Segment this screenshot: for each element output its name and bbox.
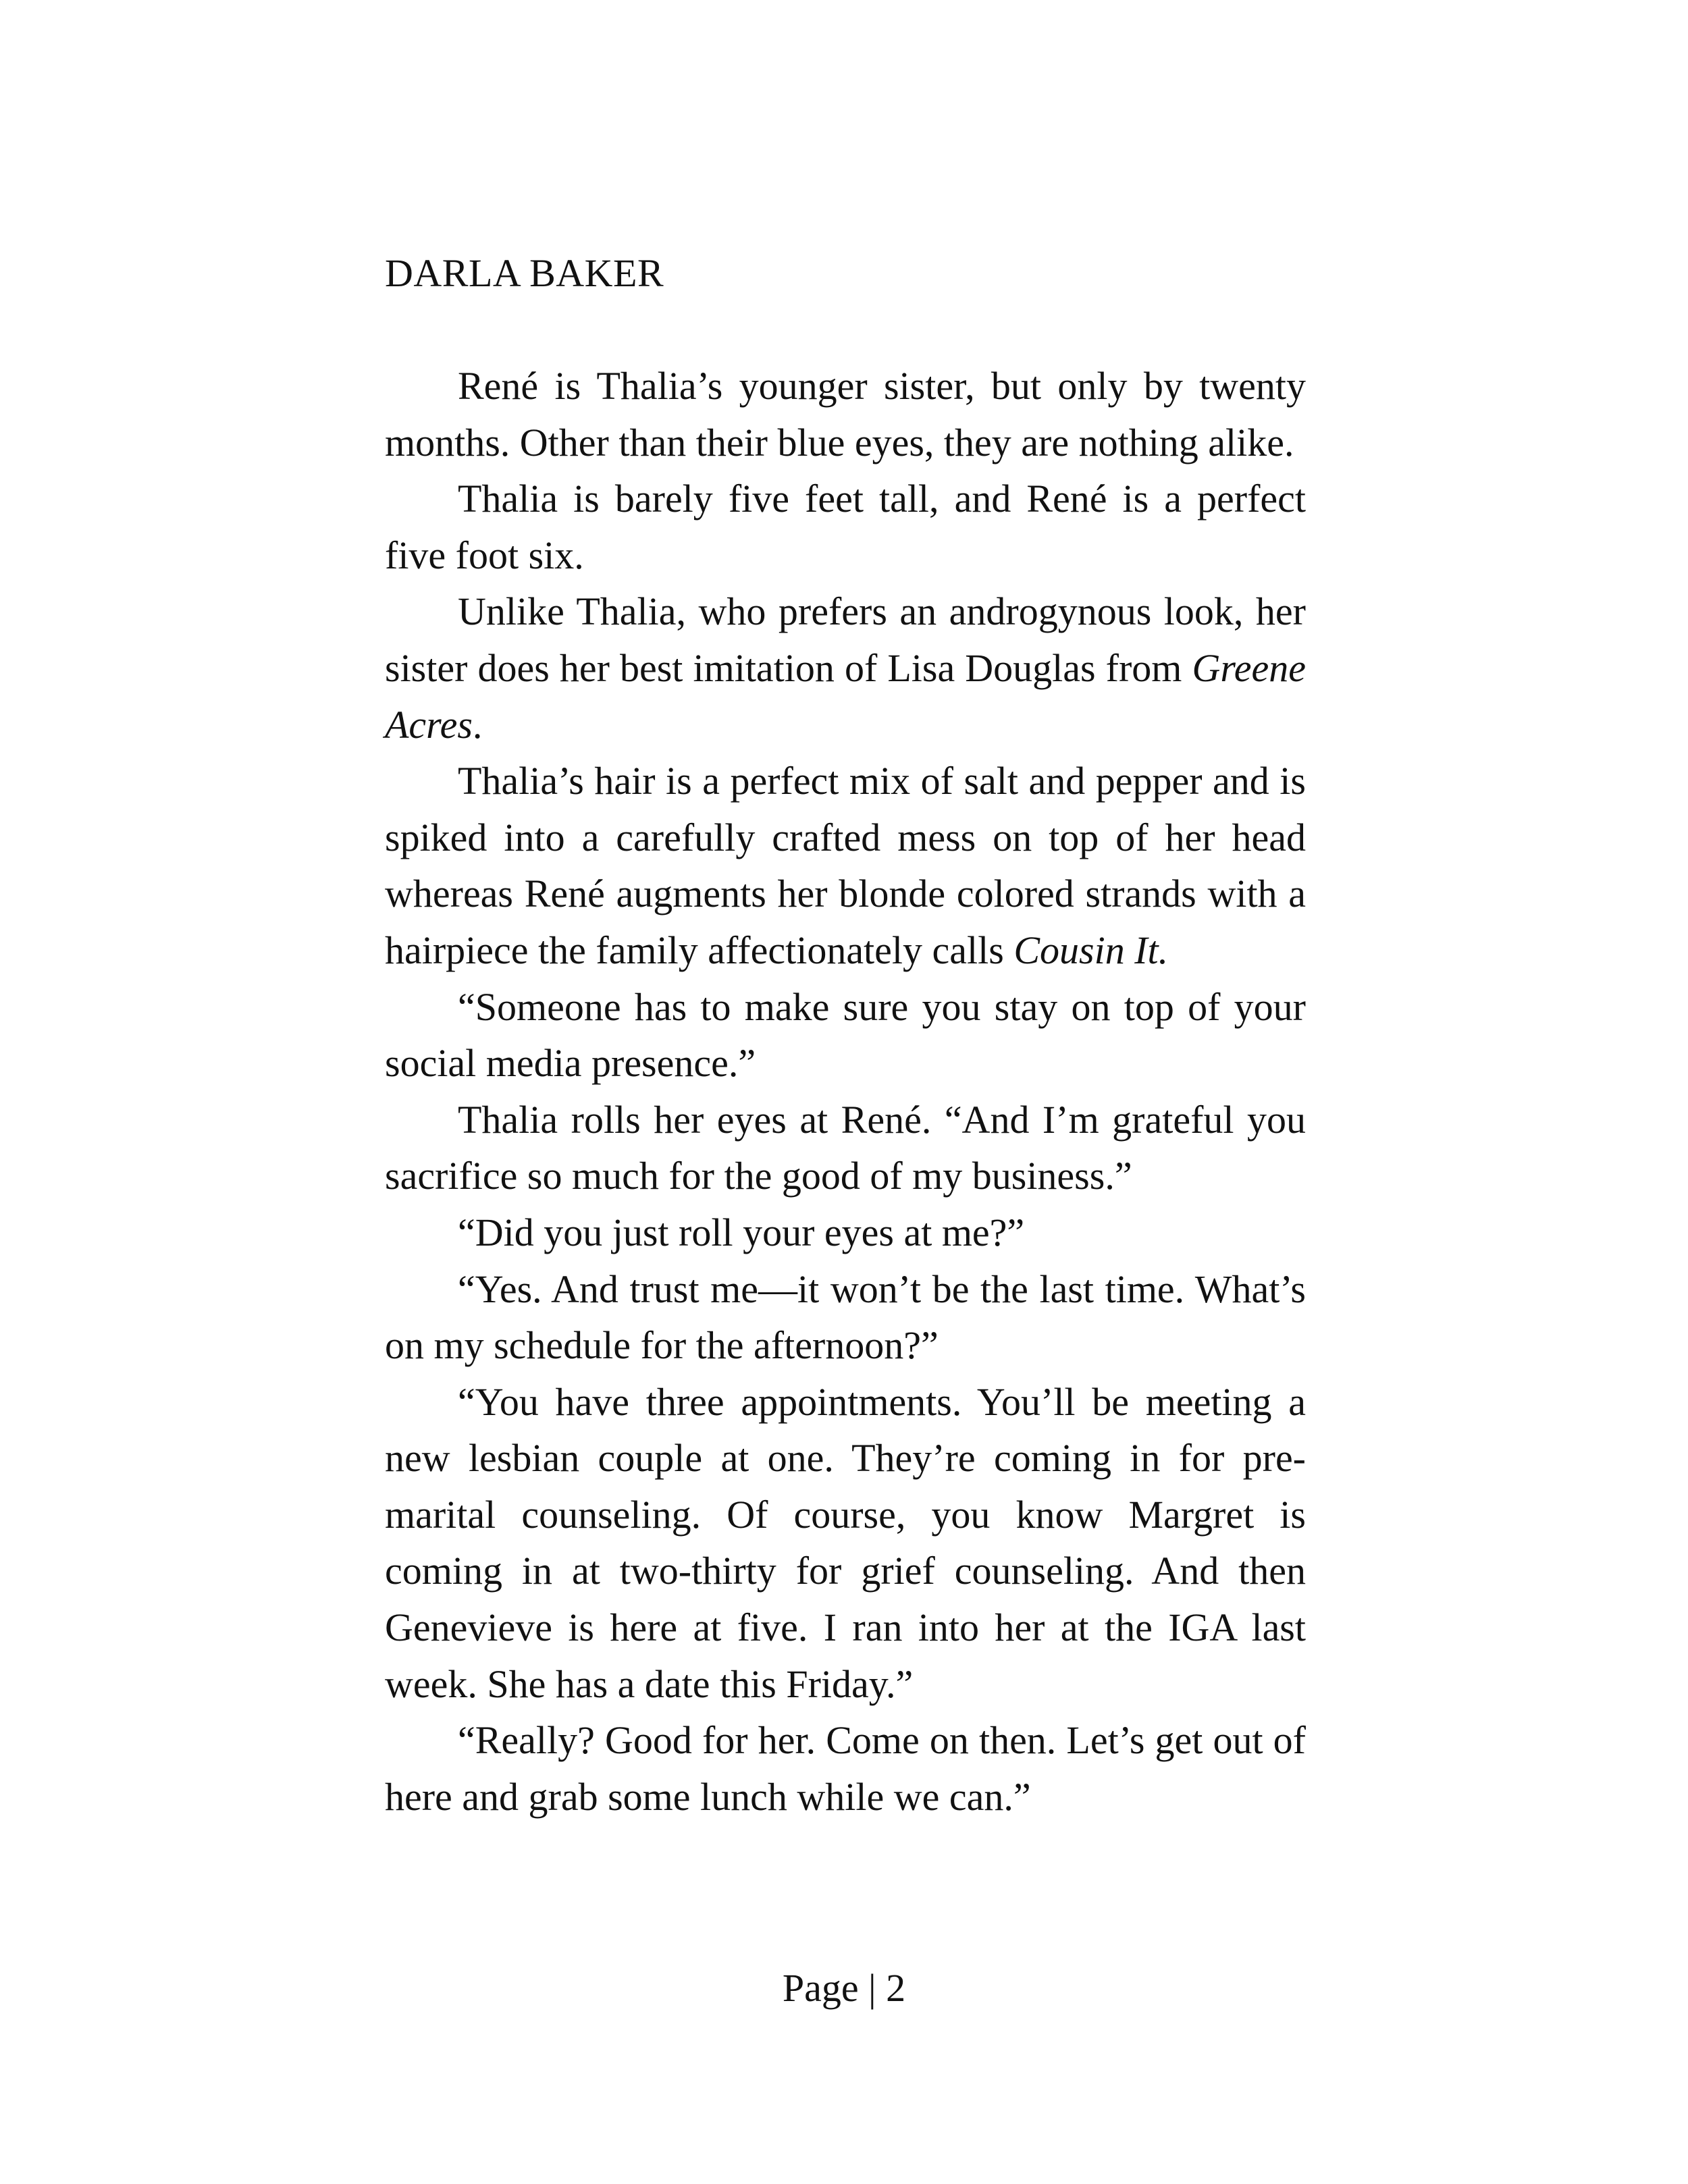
running-header-author: DARLA BAKER [385,251,664,295]
paragraph-text: Thalia is barely five feet tall, and René is a perfect five foot six. [385,477,1306,577]
paragraph-text: “Someone has to make sure you stay on top of your social media presence.” [385,984,1306,1086]
paragraph [385,979,1306,1092]
paragraph-text: Unlike Thalia, who prefers an androgynous look, her sister does her best imitation of Lisa Douglas from [385,589,1306,690]
paragraph-text-tail: . [472,702,483,747]
paragraph [385,583,1306,753]
paragraph [385,1092,1306,1204]
italic-title: Cousin It. [1013,928,1169,972]
paragraph-text: René is Thalia’s younger sister, but only by twenty months. Other than their blue eyes, they are nothing alike. [385,364,1306,464]
paragraph-text: “Did you just roll your eyes at me?” [458,1210,1025,1254]
paragraph-text: Thalia’s hair is a perfect mix of salt and pepper and is spiked into a carefully crafted mess on top of her head whereas René augments her blonde colored strands with a hairpiece the family affectionately calls [385,759,1306,972]
paragraph-text: “Yes. And trust me—it won’t be the last time. What’s on my schedule for the afternoon?” [385,1267,1306,1368]
page-number-footer: Page | 2 [782,1966,906,2010]
paragraph-text: “You have three appointments. You’ll be meeting a new lesbian couple at one. They’re coming in for pre-marital counseling. Of course, you know Margret is coming in at two-thirty for grief counseling. And then Genevieve is here at five. I ran into her at the IGA last week. She has a date this Friday.” [385,1379,1306,1706]
paragraph [385,1261,1306,1374]
paragraph [385,471,1306,583]
body-text [385,358,1306,1825]
paragraph [385,753,1306,978]
paragraph [385,1204,1306,1261]
paragraph-text: Thalia rolls her eyes at René. “And I’m grateful you sacrifice so much for the good of my business.” [385,1097,1306,1198]
paragraph-text: “Really? Good for her. Come on then. Let’s get out of here and grab some lunch while we can.” [385,1718,1306,1819]
italic-title: Greene Acres [385,645,1306,747]
paragraph [385,358,1306,471]
paragraph [385,1374,1306,1713]
paragraph [385,1712,1306,1825]
